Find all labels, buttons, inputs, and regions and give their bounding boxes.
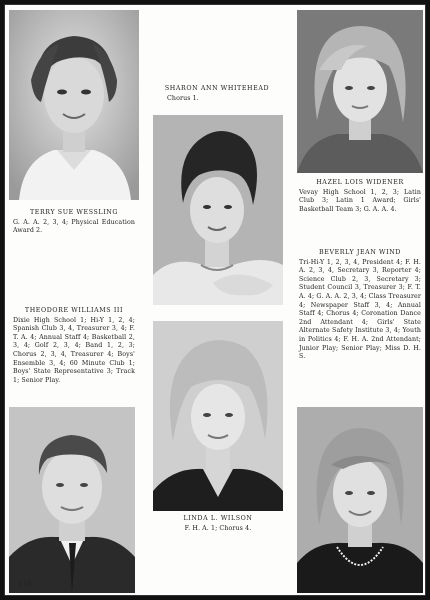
student-activities: Dixie High School 1; Hi-Y 1, 2, 4; Spanish Club 3, 4, Treasurer 3, 4; F. T. A. 4; Annual Staff 4; Basketball 2, 3, 4; Golf 2, 3, 4; Band 1, 2, 3; Chorus 2, 3, 4, Treasurer 4; Boys' Ensemble 3, 4; 60 Minute Club 1; Boys' State Representative 3; Track 1; Senior Play.	[13, 316, 135, 384]
caption-linda-l-wilson	[157, 515, 279, 533]
yearbook-page	[4, 4, 426, 596]
student-name: BEVERLY JEAN WIND	[319, 249, 401, 256]
caption-hazel-lois-widener	[299, 179, 421, 214]
caption-theodore-williams	[13, 307, 135, 385]
student-activities: Tri-Hi-Y 1, 2, 3, 4, President 4; F. H. A. 2, 3, 4, Secretary 3, Reporter 4; Science Club 2, 3, Secretary 3; Student Council 3, Treasurer 3; F. T. A. 4; G. A. A. 2, 3, 4; Class Treasurer 4; Newspaper Staff 3, 4; Annual Staff 4; Chorus 4; Coronation Dance 2nd Attendant 4; Girls' State Alternate Safety Institute 3, 4; Youth in Politics 4; F. H. A. 2nd Attendant; Junior Play; Senior Play; Miss D. H. S.	[299, 258, 421, 361]
student-name: THEODORE WILLIAMS III	[24, 307, 124, 314]
caption-sharon-ann-whitehead	[161, 85, 273, 103]
student-activities: F. H. A. 1; Chorus 4.	[184, 524, 252, 532]
portrait-terry-sue-wessling	[9, 10, 139, 200]
student-name: HAZEL LOIS WIDENER	[316, 179, 404, 186]
student-activities: Chorus 1.	[167, 94, 199, 102]
portrait-sharon-ann-whitehead	[153, 115, 283, 305]
portrait-beverly-jean-wind	[297, 407, 423, 593]
portrait-linda-l-wilson	[153, 321, 283, 511]
portrait-theodore-williams	[9, 407, 135, 593]
student-activities: Vevay High School 1, 2, 3; Latin Club 3; Latin 1 Award; Girls' Basketball Team 3; G. A. A. 4.	[299, 188, 421, 213]
student-name: LINDA L. WILSON	[183, 515, 253, 522]
student-activities: G. A. A. 2, 3, 4; Physical Education Award 2.	[13, 218, 135, 235]
student-name: TERRY SUE WESSLING	[29, 209, 119, 216]
student-name: SHARON ANN WHITEHEAD	[164, 85, 270, 92]
caption-beverly-jean-wind	[299, 249, 421, 362]
page-number: 110	[18, 580, 32, 588]
portrait-hazel-lois-widener	[297, 10, 423, 173]
caption-terry-sue-wessling	[13, 209, 135, 236]
